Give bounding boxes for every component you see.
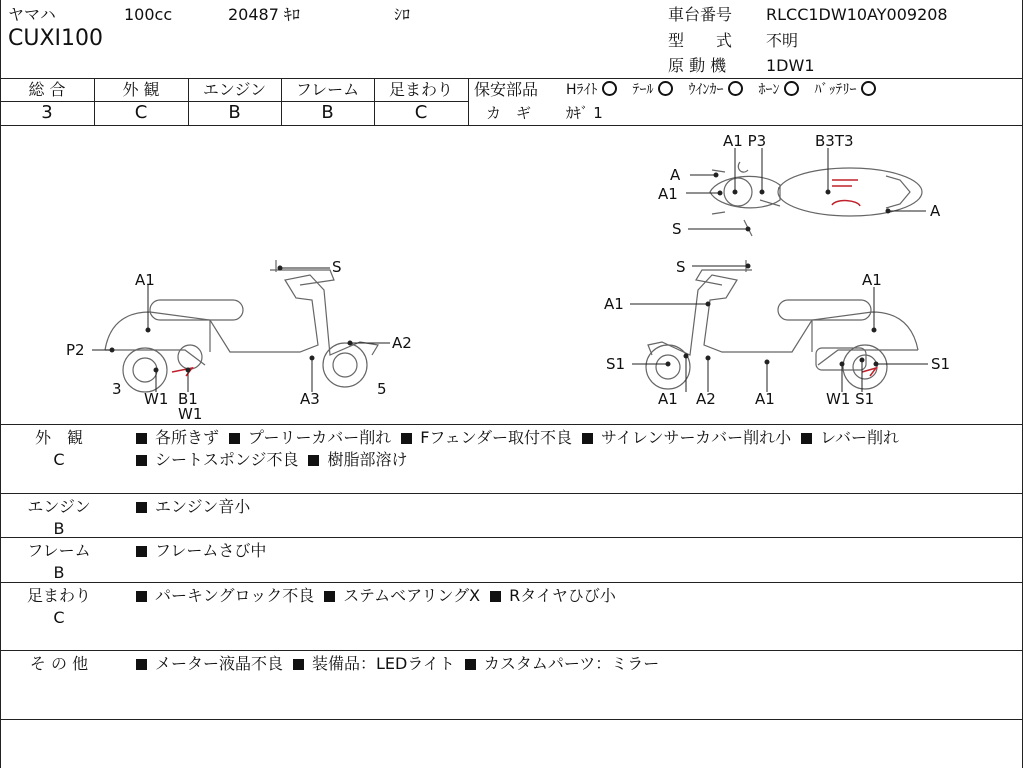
section-suspension-items — [136, 585, 1016, 607]
bullet-square-icon — [490, 591, 501, 602]
label-right-S: S — [676, 258, 686, 276]
bullet-square-icon — [136, 591, 147, 602]
list-item: メーター液晶不良 — [136, 654, 283, 673]
ok-circle-icon — [861, 81, 876, 96]
ok-circle-icon — [602, 81, 617, 96]
engine-type-value: 1DW1 — [766, 56, 815, 75]
label-top-A1P3: A1 P3 — [723, 132, 767, 150]
label-top-A1: A1 — [658, 185, 678, 203]
bullet-square-icon — [308, 455, 319, 466]
list-item: Fフェンダー取付不良 — [401, 428, 572, 447]
rule-engine-bottom — [0, 537, 1023, 538]
label-right-S1-left: S1 — [606, 355, 626, 373]
grade-value-overall: 3 — [41, 102, 53, 123]
safety-item-winker: ｳｲﾝｶｰ — [689, 82, 759, 98]
label-right-A2-b2: A2 — [696, 390, 716, 408]
ok-circle-icon — [728, 81, 743, 96]
safety-item-headlight: Hﾗｲﾄ — [566, 82, 633, 98]
frame-no-value: RLCC1DW10AY009208 — [766, 5, 948, 24]
list-item: Rタイヤひび小 — [490, 586, 616, 605]
bullet-square-icon — [324, 591, 335, 602]
bullet-square-icon — [465, 659, 476, 670]
label-top-A: A — [670, 166, 681, 184]
label-top-A-right: A — [930, 202, 941, 220]
safety-item-horn: ﾎｰﾝ — [759, 82, 815, 98]
ok-circle-icon — [658, 81, 673, 96]
list-item: 装備品：LEDライト — [293, 654, 455, 673]
damage-diagram — [0, 126, 1022, 424]
rule-suspension-bottom — [0, 650, 1023, 651]
safety-items — [566, 81, 876, 99]
bullet-square-icon — [136, 433, 147, 444]
grade-value-engine: B — [228, 102, 241, 123]
key-label: カ ギ — [486, 104, 532, 122]
list-item: プーリーカバー削れ — [229, 428, 391, 447]
section-other-items — [136, 653, 1016, 675]
label-left-W1: W1 — [144, 390, 169, 408]
rule-diagram-bottom — [0, 424, 1023, 425]
list-item: レバー削れ — [801, 428, 899, 447]
rule-other-bottom — [0, 719, 1023, 720]
bullet-square-icon — [136, 455, 147, 466]
rule-exterior-bottom — [0, 493, 1023, 494]
label-left-W1b: W1 — [178, 405, 203, 423]
mileage: 20487 ｷﾛ — [228, 5, 300, 24]
section-exterior-items — [136, 427, 1016, 471]
label-right-A1-right: A1 — [862, 271, 882, 289]
section-suspension-label: 足まわり C — [26, 586, 91, 627]
displacement: 100cc — [124, 5, 173, 24]
list-item: フレームさび中 — [136, 541, 266, 560]
label-left-A1: A1 — [135, 271, 155, 289]
ok-circle-icon — [784, 81, 799, 96]
type-value: 不明 — [766, 31, 799, 50]
grade-label-exterior: 外 観 — [122, 80, 160, 99]
list-item: エンジン音小 — [136, 497, 250, 516]
section-frame-items — [136, 540, 1016, 562]
grade-label-overall: 総 合 — [28, 80, 66, 99]
bullet-square-icon — [293, 659, 304, 670]
list-item: 各所きず — [136, 428, 219, 447]
bullet-square-icon — [229, 433, 240, 444]
section-engine-items — [136, 496, 1016, 518]
label-left-S: S — [332, 258, 342, 276]
safety-label: 保安部品 — [474, 80, 539, 99]
label-left-P2: P2 — [66, 341, 85, 359]
section-exterior-label: 外 観 C — [34, 428, 83, 469]
list-item: ステムベアリングX — [324, 586, 480, 605]
label-left-3: 3 — [112, 380, 122, 398]
label-top-B3T3: B3T3 — [815, 132, 854, 150]
grade-label-frame: フレーム — [295, 80, 360, 99]
bullet-square-icon — [401, 433, 412, 444]
label-left-A3: A3 — [300, 390, 320, 408]
label-left-5: 5 — [377, 380, 387, 398]
frame-right-border — [1022, 0, 1023, 768]
label-right-A1-b3: A1 — [755, 390, 775, 408]
section-engine-label: エンジン B — [27, 497, 91, 538]
section-frame-label: フレーム B — [27, 541, 91, 582]
grade-value-exterior: C — [134, 102, 148, 123]
section-other-label: そ の 他 — [29, 654, 89, 673]
bullet-square-icon — [136, 502, 147, 513]
list-item: サイレンサーカバー削れ小 — [582, 428, 791, 447]
rule-frame-bottom — [0, 582, 1023, 583]
key-value: ｶｷﾞ 1 — [566, 104, 603, 122]
rule-grade-top — [0, 78, 1023, 79]
damage-marks-red — [172, 180, 876, 376]
label-left-A2: A2 — [392, 334, 412, 352]
model-name: CUXI100 — [8, 26, 104, 51]
body-color: ｼﾛ — [394, 5, 411, 24]
grade-label-suspension: 足まわり — [388, 80, 453, 99]
label-top-S: S — [672, 220, 682, 238]
scooter-top-view — [710, 162, 922, 236]
bullet-square-icon — [136, 659, 147, 670]
rule-grade-col5 — [468, 78, 469, 125]
label-right-W1S1: W1 S1 — [826, 390, 875, 408]
grade-label-engine: エンジン — [202, 80, 267, 99]
type-label: 型 式 — [668, 31, 733, 50]
grade-value-frame: B — [321, 102, 334, 123]
safety-item-tail: ﾃｰﾙ — [633, 82, 689, 98]
frame-no-label: 車台番号 — [668, 5, 733, 24]
bullet-square-icon — [136, 546, 147, 557]
label-right-A1-left: A1 — [604, 295, 624, 313]
label-left-B1: B1 — [178, 390, 198, 408]
list-item: カスタムパーツ：ミラー — [465, 654, 659, 673]
maker-name: ヤマハ — [8, 5, 56, 24]
bullet-square-icon — [801, 433, 812, 444]
safety-item-battery: ﾊﾞｯﾃﾘｰ — [815, 82, 876, 98]
bullet-square-icon — [582, 433, 593, 444]
list-item: パーキングロック不良 — [136, 586, 314, 605]
list-item: 樹脂部溶け — [308, 450, 407, 469]
label-right-A1-b1: A1 — [658, 390, 678, 408]
grade-value-suspension: C — [414, 102, 428, 123]
label-right-S1-right: S1 — [931, 355, 951, 373]
engine-type-label: 原 動 機 — [668, 56, 727, 75]
list-item: シートスポンジ不良 — [136, 450, 298, 469]
